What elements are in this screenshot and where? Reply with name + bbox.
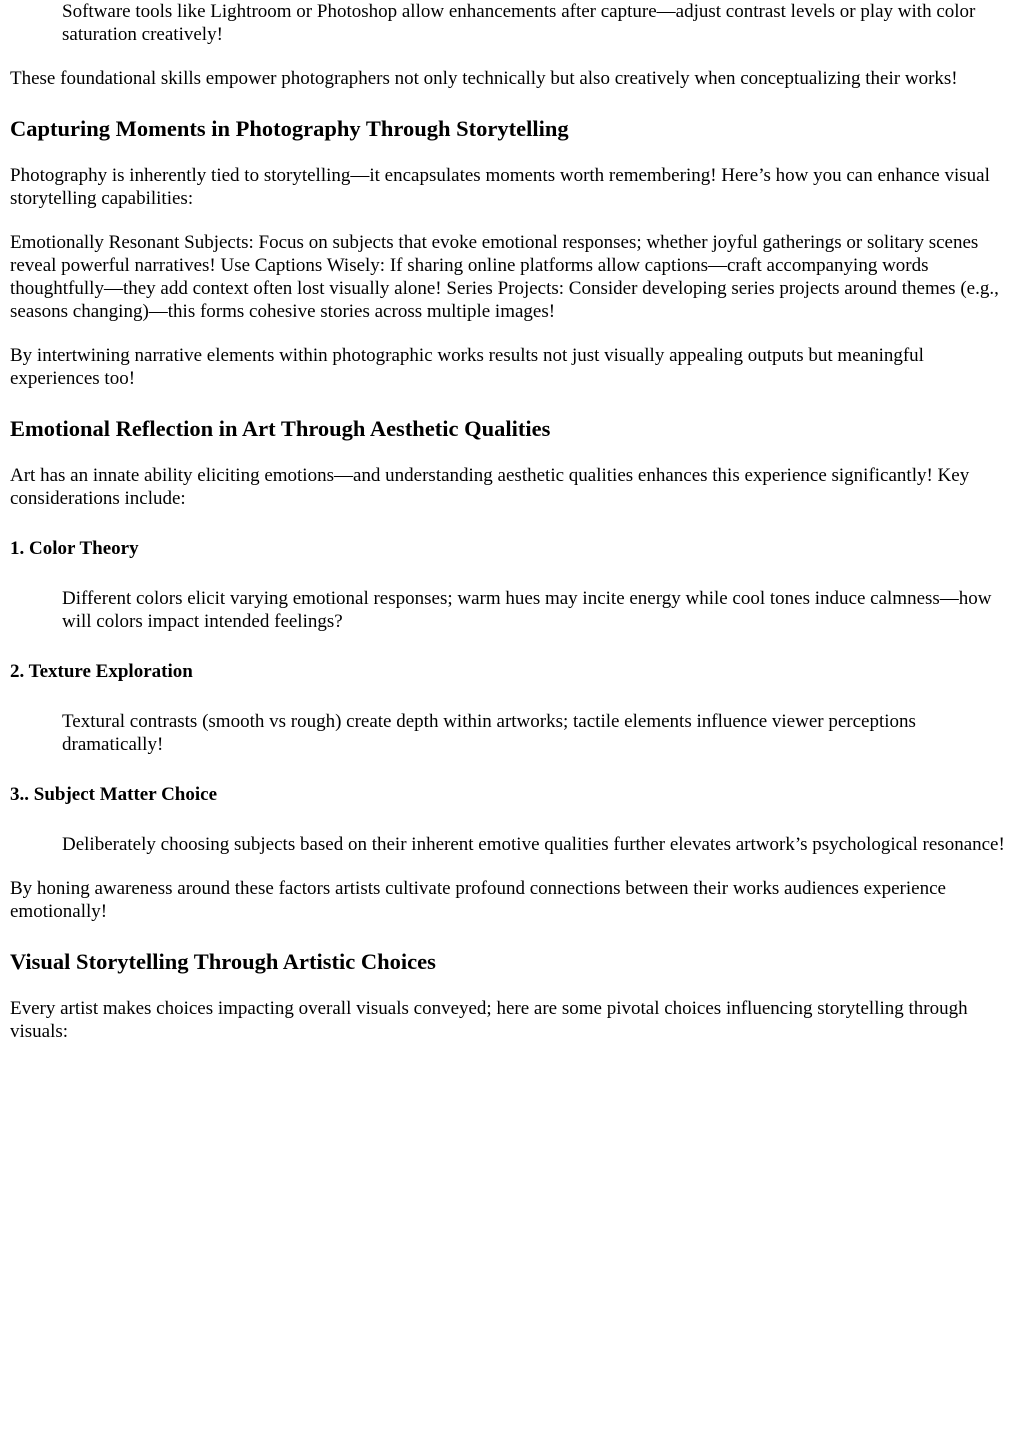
section-heading-emotional-reflection: Emotional Reflection in Art Through Aesthetic Qualities <box>10 416 551 441</box>
subheading-texture-exploration: 2. Texture Exploration <box>10 661 193 682</box>
subject-matter-text: Deliberately choosing subjects based on their inherent emotive qualities further elevates artwork’s psychological resonance! <box>62 834 1005 855</box>
emotional-closing-paragraph: By honing awareness around these factors artists cultivate profound connections between their works audiences experience emotionally! <box>10 878 946 922</box>
intro-paragraph: These foundational skills empower photographers not only technically but also creatively when conceptualizing their works! <box>10 68 958 89</box>
storytelling-paragraph-2: Emotionally Resonant Subjects: Focus on subjects that evoke emotional responses; whether joyful gatherings or solitary scenes reveal powerful narratives! Use Captions Wisely: If sharing online platforms allow captions—craft accompanying words thoughtfully—they add context often lost visually alone! Series Projects: Consider developing series projects around themes (e.g., seasons changing)—this forms cohesive stories across multiple images! <box>10 232 999 322</box>
emotional-paragraph-1: Art has an innate ability eliciting emotions—and understanding aesthetic qualities enhances this experience significantly! Key considerations include: <box>10 465 970 509</box>
subheading-subject-matter: 3.. Subject Matter Choice <box>10 784 218 805</box>
document-page <box>10 0 1014 1043</box>
visual-storytelling-paragraph-1: Every artist makes choices impacting overall visuals conveyed; here are some pivotal choices influencing storytelling through visuals: <box>10 998 968 1042</box>
texture-exploration-text: Textural contrasts (smooth vs rough) create depth within artworks; tactile elements influence viewer perceptions dramatically! <box>62 711 916 755</box>
section-heading-visual-storytelling: Visual Storytelling Through Artistic Choices <box>10 949 436 974</box>
storytelling-paragraph-1: Photography is inherently tied to storytelling—it encapsulates moments worth remembering! Here’s how you can enhance visual storytelling capabilities: <box>10 165 990 209</box>
storytelling-paragraph-3: By intertwining narrative elements within photographic works results not just visually appealing outputs but meaningful experiences too! <box>10 345 924 389</box>
section-heading-storytelling: Capturing Moments in Photography Through Storytelling <box>10 116 569 141</box>
subheading-color-theory: 1. Color Theory <box>10 538 139 559</box>
color-theory-text: Different colors elicit varying emotional responses; warm hues may incite energy while cool tones induce calmness—how will colors impact intended feelings? <box>62 588 992 632</box>
intro-indented-paragraph: Software tools like Lightroom or Photoshop allow enhancements after capture—adjust contrast levels or play with color saturation creatively! <box>62 1 976 45</box>
